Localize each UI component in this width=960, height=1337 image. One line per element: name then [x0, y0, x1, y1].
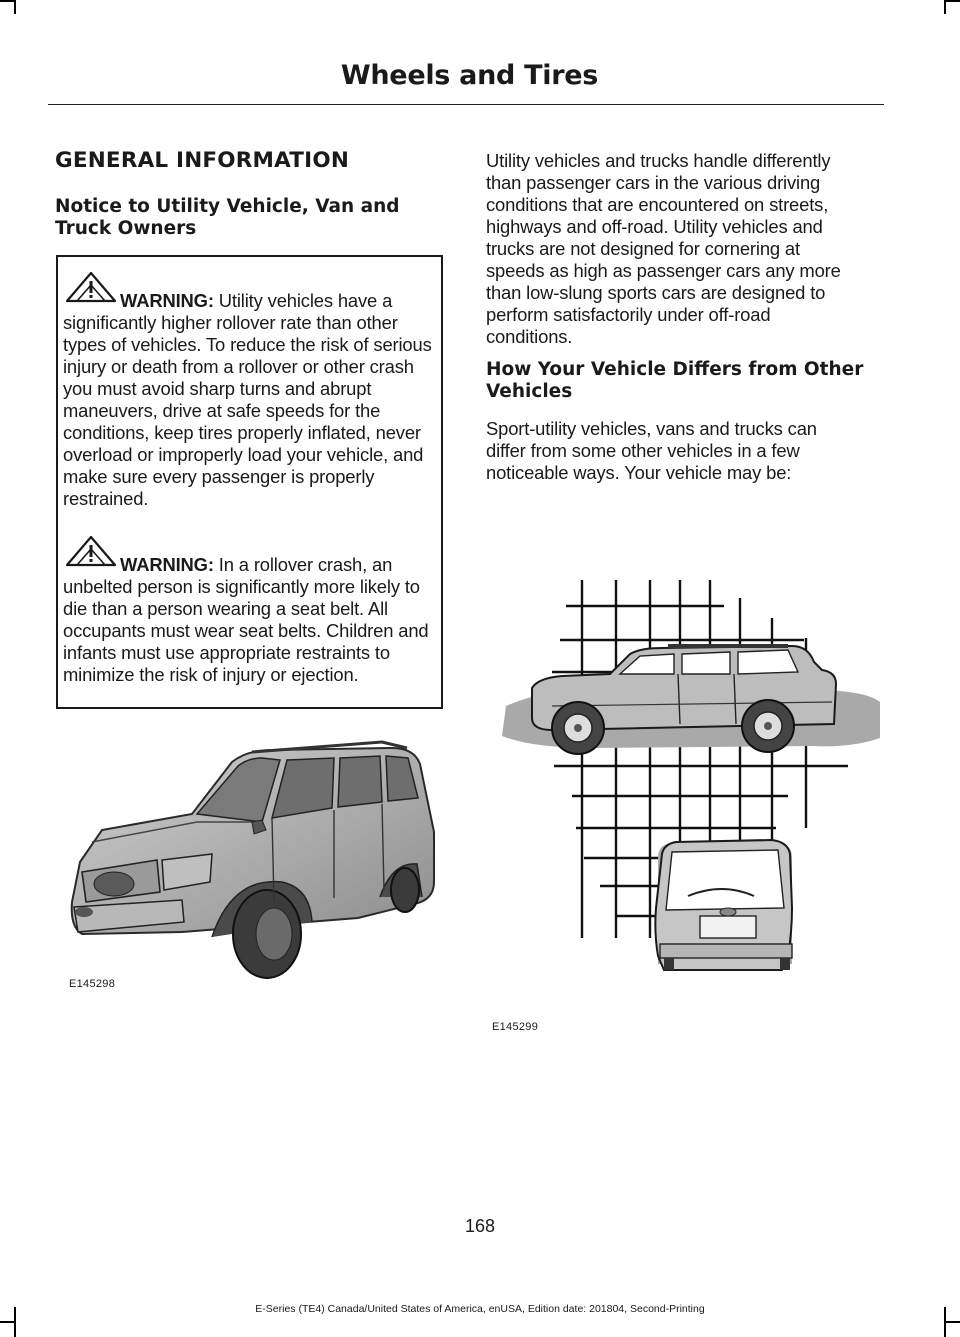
- warning-box: [56, 255, 443, 709]
- footer-edition: E-Series (TE4) Canada/United States of America, enUSA, Edition date: 201804, Second-Printing: [255, 1303, 705, 1315]
- warning-label: WARNING:: [120, 554, 214, 575]
- crop-mark: [946, 1321, 960, 1323]
- crop-mark: [944, 0, 946, 14]
- warning-rollover: [63, 290, 441, 510]
- crop-mark: [946, 0, 960, 2]
- warning-text: In a rollover crash, an unbelted person is significantly more likely to die than a person wearing a seat belt. All occupants must wear seat belts. Children and infants must use appropriate restraints to minimize the risk of injury or ejection.: [63, 554, 429, 685]
- subheading-owners-notice: Notice to Utility Vehicle, Van and Truck Owners: [55, 196, 400, 239]
- subheading-vehicle-differs: How Your Vehicle Differs from Other Vehicles: [486, 359, 864, 402]
- figure-id-left: E145298: [69, 978, 116, 990]
- page-number: 168: [464, 1216, 496, 1236]
- intro-paragraph: Utility vehicles and trucks handle differently than passenger cars in the various driving conditions that are encountered on streets, highways and off-road. Utility vehicles and trucks are not designed for cornering at speeds as high as passenger cars any more than low-slung sports cars are designed to perform satisfactorily under off-road conditions.: [486, 150, 841, 347]
- vehicle-grid-illustration: [492, 578, 882, 978]
- figure-id-right: E145299: [492, 1021, 539, 1033]
- warning-seatbelt: [63, 554, 441, 686]
- warning-label: WARNING:: [120, 290, 214, 311]
- page-title: Wheels and Tires: [340, 60, 598, 91]
- crop-mark: [0, 0, 14, 2]
- warning-text: Utility vehicles have a significantly higher rollover rate than other types of vehicles. To reduce the risk of serious injury or death from a rollover or other crash you must avoid sharp turns and abrupt maneuvers, drive at safe speeds for the conditions, keep tires properly inflated, never overload or improperly load your vehicle, and make sure every passenger is properly restrained.: [63, 290, 432, 509]
- body-paragraph: Sport-utility vehicles, vans and trucks can differ from some other vehicles in a few noticeable ways. Your vehicle may be:: [486, 418, 817, 483]
- header-divider: [48, 104, 884, 105]
- crop-mark: [14, 0, 16, 14]
- crop-mark: [0, 1321, 14, 1323]
- suv-illustration: [62, 722, 442, 984]
- section-title: GENERAL INFORMATION: [55, 148, 350, 173]
